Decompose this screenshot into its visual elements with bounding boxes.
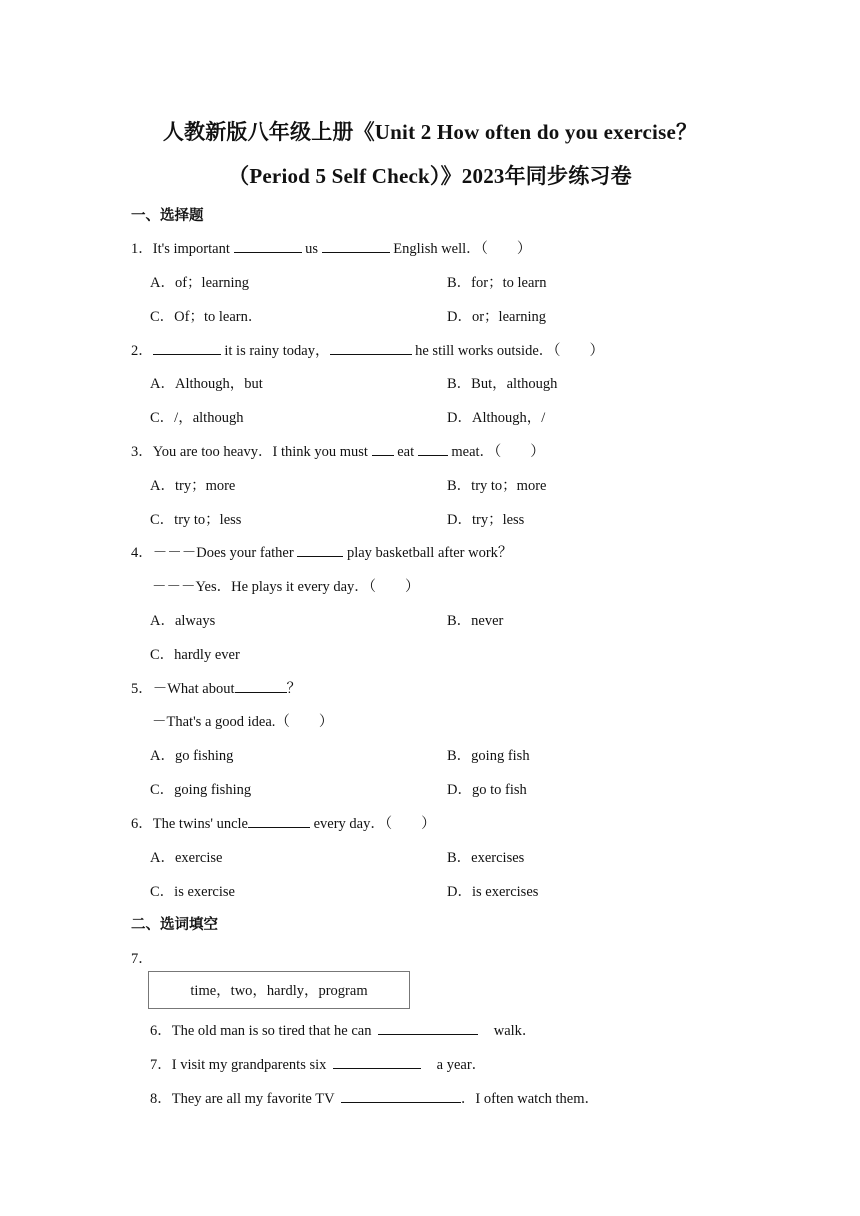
question-5 (131, 677, 301, 698)
answer-blank (322, 240, 390, 253)
fill-item-7-after: a year． (433, 1057, 487, 1073)
question-3 (131, 440, 545, 461)
option-a: A．try；more (150, 478, 236, 494)
question-3-text-a: 3．You are too heavy．I think you must (131, 444, 372, 460)
option-d: D．or；learning (447, 309, 547, 325)
question-6 (131, 812, 436, 833)
fill-item-6-before: 6．The old man is so tired that he can (150, 1023, 376, 1039)
option-b: B．never (447, 613, 504, 629)
fill-item-8 (150, 1087, 599, 1108)
answer-blank (372, 443, 394, 456)
option-c: C．try to；less (150, 512, 242, 528)
option-b: B．going fish (447, 748, 530, 764)
question-6-text-a: 6．The twins' uncle (131, 816, 248, 832)
question-5-text-a: 5．－What about (131, 681, 235, 697)
fill-item-6-after: walk． (490, 1023, 537, 1039)
fill-item-7 (150, 1053, 486, 1074)
answer-blank (341, 1090, 461, 1103)
question-4 (131, 541, 512, 562)
option-c: C．Of；to learn． (150, 309, 263, 325)
fill-item-6 (150, 1019, 536, 1040)
answer-blank (234, 240, 302, 253)
question-2-text-c: he still works outside．（ ） (411, 343, 605, 359)
question-2-text-a: 2． (131, 343, 153, 359)
answer-blank (330, 342, 412, 355)
question-2 (131, 339, 604, 360)
question-2-text-b: it is rainy today， (220, 343, 330, 359)
option-c: C．going fishing (150, 782, 252, 798)
answer-blank (248, 815, 310, 828)
fill-item-8-before: 8．They are all my favorite TV (150, 1091, 338, 1107)
question-7-number: 7． (131, 951, 153, 967)
option-c: C．hardly ever (150, 647, 240, 663)
option-a: A．Although，but (150, 376, 263, 392)
question-3-text-c: meat．（ ） (447, 444, 545, 460)
option-d: D．Although，/ (447, 410, 546, 426)
answer-blank (378, 1022, 478, 1035)
answer-blank (235, 680, 287, 693)
fill-item-8-after: ．I often watch them． (460, 1091, 600, 1107)
option-a: A．of；learning (150, 275, 250, 291)
question-4-text-b: play basketball after work？ (343, 545, 513, 561)
option-c: C．is exercise (150, 884, 235, 900)
question-4-text-a: 4．－－－Does your father (131, 545, 298, 561)
option-c: C．/，although (150, 410, 244, 426)
section-heading-fill: 二、选词填空 (131, 917, 218, 933)
option-b: B．But，although (447, 376, 558, 392)
answer-blank (333, 1056, 421, 1069)
option-d: D．try；less (447, 512, 525, 528)
question-3-text-b: eat (393, 444, 418, 460)
question-6-text-b: every day．（ ） (309, 816, 436, 832)
option-b: B．try to；more (447, 478, 547, 494)
question-5-text-b: ？ (286, 681, 301, 697)
page-title: 人教新版八年级上册《Unit 2 How often do you exercise？ (162, 120, 698, 144)
option-a: A．go fishing (150, 748, 234, 764)
option-a: A．always (150, 613, 216, 629)
question-1-text-c: English well．（ ） (389, 241, 532, 257)
question-1-text-a: 1．It's important (131, 241, 234, 257)
option-a: A．exercise (150, 850, 223, 866)
option-d: D．is exercises (447, 884, 539, 900)
option-d: D．go to fish (447, 782, 527, 798)
question-1 (131, 237, 531, 258)
question-5-reply: －That's a good idea.（ ） (152, 714, 334, 730)
fill-item-7-before: 7．I visit my grandparents six (150, 1057, 331, 1073)
option-b: B．for；to learn (447, 275, 547, 291)
answer-blank (297, 544, 343, 557)
question-4-reply: －－－Yes．He plays it every day．（ ） (152, 579, 420, 595)
question-1-text-b: us (301, 241, 322, 257)
answer-blank (153, 342, 221, 355)
option-b: B．exercises (447, 850, 525, 866)
word-bank-box: time，two，hardly，program (148, 971, 410, 1009)
page-subtitle: （Period 5 Self Check）》2023年同步练习卷 (228, 164, 632, 188)
section-heading-choice: 一、选择题 (131, 208, 204, 224)
answer-blank (418, 443, 448, 456)
